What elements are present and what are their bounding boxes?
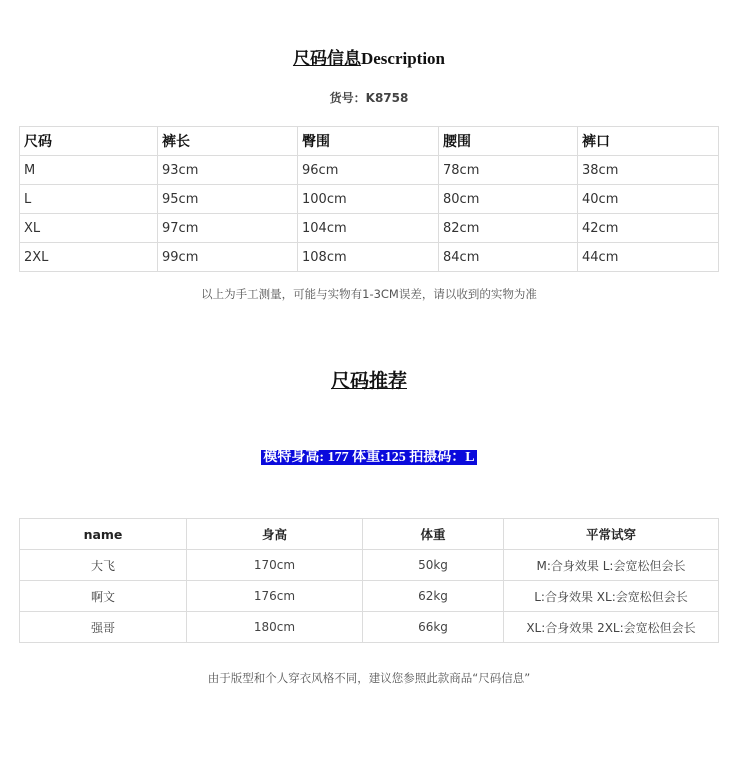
weight-cell: 66kg <box>363 612 504 643</box>
table-row <box>20 243 719 272</box>
header-cell: 臀围 <box>298 127 439 156</box>
fit-table <box>19 518 719 643</box>
model-info-text: 模特身高: 177 体重:125 拍摄码：L <box>263 450 475 465</box>
title-cn: 尺码信息 <box>292 49 361 68</box>
fit-table-header <box>20 519 719 550</box>
header-cell: name <box>20 519 187 550</box>
fit-cell: XL:合身效果 2XL:会宽松但会长 <box>504 612 719 643</box>
header-cell: 平常试穿 <box>504 519 719 550</box>
length-cell: 93cm <box>158 156 298 185</box>
waist-cell: 82cm <box>439 214 578 243</box>
name-cell: 大飞 <box>20 550 187 581</box>
header-cell: 体重 <box>363 519 504 550</box>
hem-cell: 44cm <box>578 243 719 272</box>
table-row <box>20 185 719 214</box>
waist-cell: 80cm <box>439 185 578 214</box>
size-table <box>19 126 719 272</box>
measurement-note: 以上为手工测量，可能与实物有1-3CM误差，请以收到的实物为准 <box>201 287 537 301</box>
sku-value: K8758 <box>365 91 409 105</box>
size-cell: XL <box>20 214 158 243</box>
length-cell: 97cm <box>158 214 298 243</box>
hem-cell: 38cm <box>578 156 719 185</box>
fit-cell: M:合身效果 L:会宽松但会长 <box>504 550 719 581</box>
hip-cell: 104cm <box>298 214 439 243</box>
waist-cell: 78cm <box>439 156 578 185</box>
header-cell: 裤口 <box>578 127 719 156</box>
weight-cell: 62kg <box>363 581 504 612</box>
hip-cell: 108cm <box>298 243 439 272</box>
size-cell: L <box>20 185 158 214</box>
hem-cell: 42cm <box>578 214 719 243</box>
size-table-header <box>20 127 719 156</box>
header-cell: 腰围 <box>439 127 578 156</box>
hip-cell: 96cm <box>298 156 439 185</box>
hip-cell: 100cm <box>298 185 439 214</box>
table-row <box>20 550 719 581</box>
table-row <box>20 581 719 612</box>
hem-cell: 40cm <box>578 185 719 214</box>
height-cell: 180cm <box>187 612 363 643</box>
fit-cell: L:合身效果 XL:会宽松但会长 <box>504 581 719 612</box>
title-en: Description <box>360 49 446 68</box>
header-cell: 身高 <box>187 519 363 550</box>
header-cell: 裤长 <box>158 127 298 156</box>
table-row <box>20 214 719 243</box>
size-cell: 2XL <box>20 243 158 272</box>
height-cell: 170cm <box>187 550 363 581</box>
footer-note: 由于版型和个人穿衣风格不同，建议您参照此款商品“尺码信息” <box>207 671 531 685</box>
header-cell: 尺码 <box>20 127 158 156</box>
model-info <box>0 446 738 466</box>
weight-cell: 50kg <box>363 550 504 581</box>
size-info-title <box>0 44 738 69</box>
length-cell: 99cm <box>158 243 298 272</box>
size-cell: M <box>20 156 158 185</box>
height-cell: 176cm <box>187 581 363 612</box>
table-row <box>20 156 719 185</box>
table-row <box>20 612 719 643</box>
sku-label: 货号： <box>329 91 366 105</box>
name-cell: 啊文 <box>20 581 187 612</box>
length-cell: 95cm <box>158 185 298 214</box>
name-cell: 强哥 <box>20 612 187 643</box>
product-code <box>0 89 738 106</box>
size-recommend-title: 尺码推荐 <box>330 371 407 392</box>
waist-cell: 84cm <box>439 243 578 272</box>
